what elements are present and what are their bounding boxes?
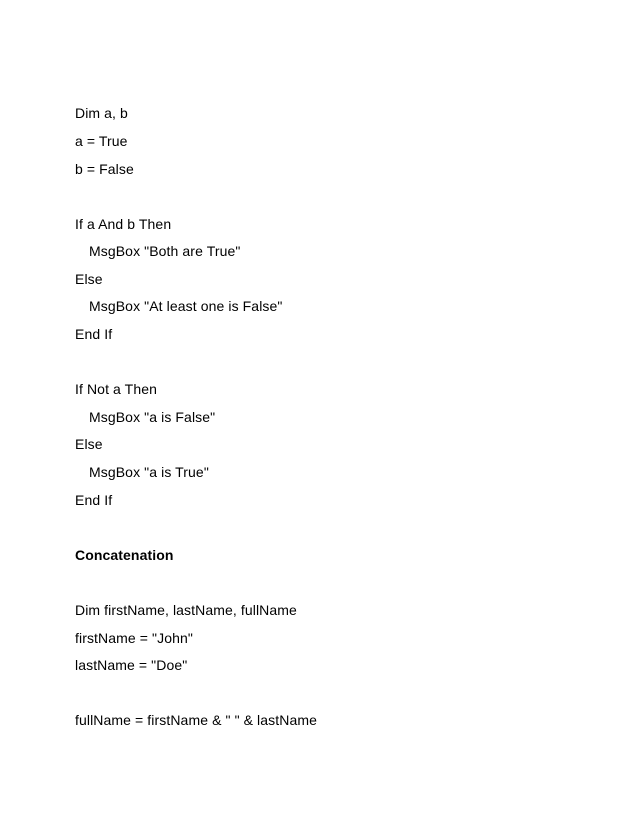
code-line: MsgBox "a is True" <box>89 464 209 480</box>
code-line: b = False <box>75 161 134 177</box>
code-line: firstName = "John" <box>75 630 193 646</box>
code-line: MsgBox "At least one is False" <box>89 298 283 314</box>
code-line: If a And b Then <box>75 216 172 232</box>
code-line: Dim a, b <box>75 105 128 121</box>
code-line: If Not a Then <box>75 381 157 397</box>
code-line: End If <box>75 326 113 342</box>
section-heading: Concatenation <box>75 547 174 563</box>
code-line: End If <box>75 492 113 508</box>
code-line: a = True <box>75 133 128 149</box>
code-line: fullName = firstName & " " & lastName <box>75 712 317 728</box>
code-line: Dim firstName, lastName, fullName <box>75 602 297 618</box>
code-line: lastName = "Doe" <box>75 657 188 673</box>
code-line: MsgBox "Both are True" <box>89 243 241 259</box>
code-line: MsgBox "a is False" <box>89 409 216 425</box>
code-line: Else <box>75 271 103 287</box>
code-line: Else <box>75 436 103 452</box>
